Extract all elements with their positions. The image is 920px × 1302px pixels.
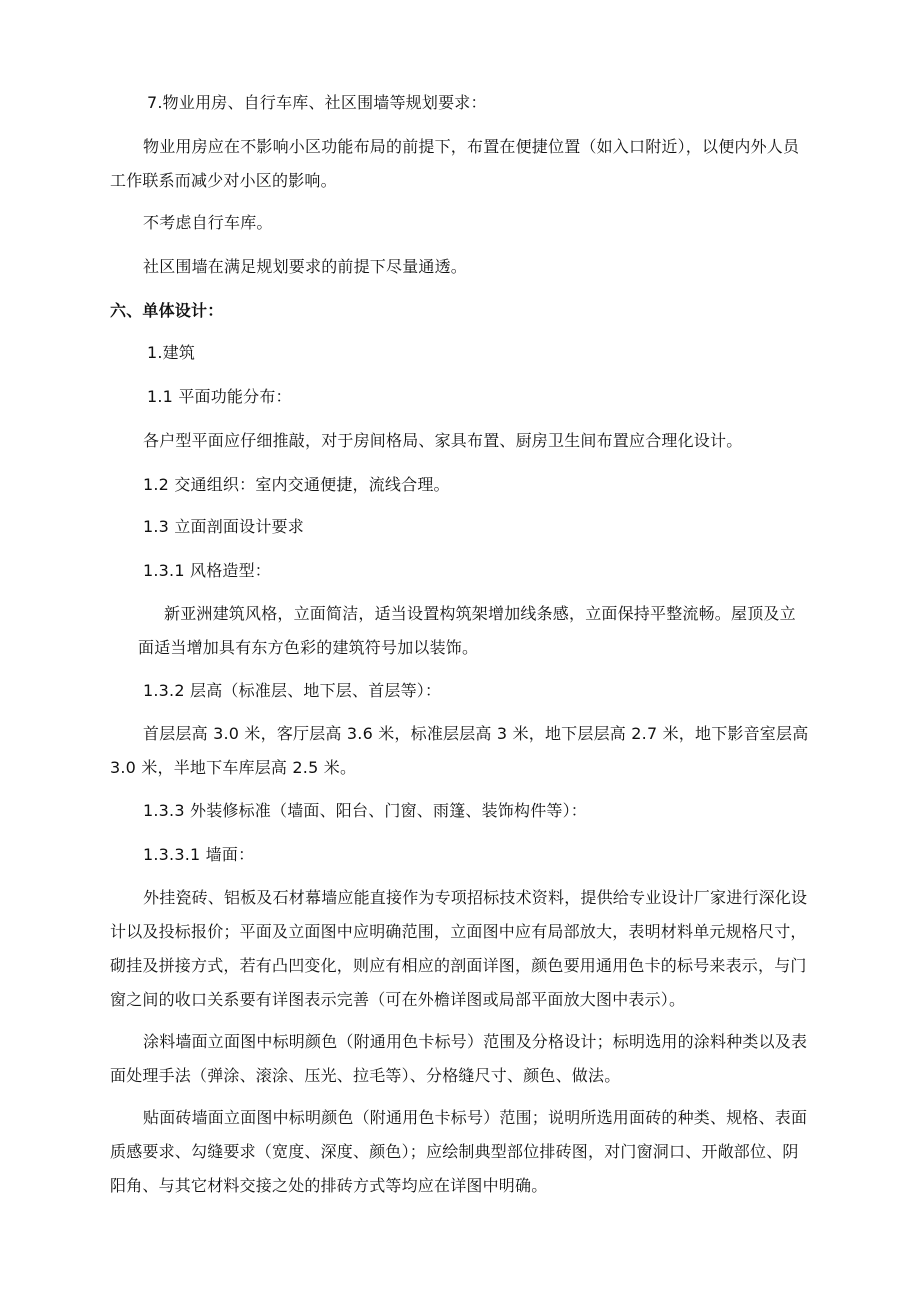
paragraph-line: 新亚洲建筑风格，立面简洁，适当设置构筑架增加线条感，立面保持平整流畅。屋顶及立 (164, 604, 796, 623)
subsection-title: 1.建筑 (147, 343, 196, 362)
subsection-title: 1.1 平面功能分布： (147, 387, 292, 406)
paragraph-line: 贴面砖墙面立面图中标明颜色（附通用色卡标号）范围；说明所选用面砖的种类、规格、表面 (143, 1108, 808, 1127)
subsection-title: 1.3.1 风格造型： (143, 561, 271, 580)
paragraph-line: 涂料墙面立面图中标明颜色（附通用色卡标号）范围及分格设计；标明选用的涂料种类以及表 (143, 1032, 808, 1051)
paragraph-line: 1.2 交通组织：室内交通便捷，流线合理。 (143, 475, 450, 494)
paragraph-line: 质感要求、勾缝要求（宽度、深度、颜色）；应绘制典型部位排砖图，对门窗洞口、开敞部位、阴 (110, 1142, 799, 1161)
section-7-title: 7.物业用房、自行车库、社区围墙等规划要求： (147, 93, 487, 112)
subsection-title: 1.3 立面剖面设计要求 (143, 517, 304, 536)
paragraph-line: 外挂瓷砖、铝板及石材幕墙应能直接作为专项招标技术资料，提供给专业设计厂家进行深化设 (143, 888, 808, 907)
paragraph-line: 计以及投标报价；平面及立面图中应明确范围，立面图中应有局部放大，表明材料单元规格尺寸， (110, 922, 807, 941)
section-6-heading: 六、单体设计： (110, 301, 224, 320)
paragraph-line: 3.0 米，半地下车库层高 2.5 米。 (110, 758, 357, 777)
paragraph-line: 不考虑自行车库。 (143, 213, 273, 232)
paragraph-line: 砌挂及拼接方式，若有凸凹变化，则应有相应的剖面详图，颜色要用通用色卡的标号来表示，与门 (110, 956, 807, 975)
paragraph-line: 物业用房应在不影响小区功能布局的前提下，布置在便捷位置（如入口附近），以便内外人员 (143, 137, 800, 156)
paragraph-line: 阳角、与其它材料交接之处的排砖方式等均应在详图中明确。 (110, 1176, 548, 1195)
paragraph-line: 面适当增加具有东方色彩的建筑符号加以装饰。 (138, 638, 479, 657)
paragraph-line: 社区围墙在满足规划要求的前提下尽量通透。 (143, 257, 468, 276)
paragraph-line: 工作联系而减少对小区的影响。 (110, 171, 337, 190)
paragraph-line: 首层层高 3.0 米，客厅层高 3.6 米，标准层层高 3 米，地下层层高 2.7 米，地下影音室层高 (143, 724, 809, 743)
paragraph-line: 面处理手法（弹涂、滚涂、压光、拉毛等）、分格缝尺寸、颜色、做法。 (110, 1066, 621, 1085)
paragraph-line: 各户型平面应仔细推敲，对于房间格局、家具布置、厨房卫生间布置应合理化设计。 (143, 431, 743, 450)
subsection-title: 1.3.2 层高（标准层、地下层、首层等）： (143, 681, 442, 700)
subsection-title: 1.3.3 外装修标准（墙面、阳台、门窗、雨篷、装饰构件等）： (143, 801, 587, 820)
subsection-title: 1.3.3.1 墙面： (143, 845, 255, 864)
paragraph-line: 窗之间的收口关系要有详图表示完善（可在外檐详图或局部平面放大图中表示）。 (110, 990, 686, 1009)
